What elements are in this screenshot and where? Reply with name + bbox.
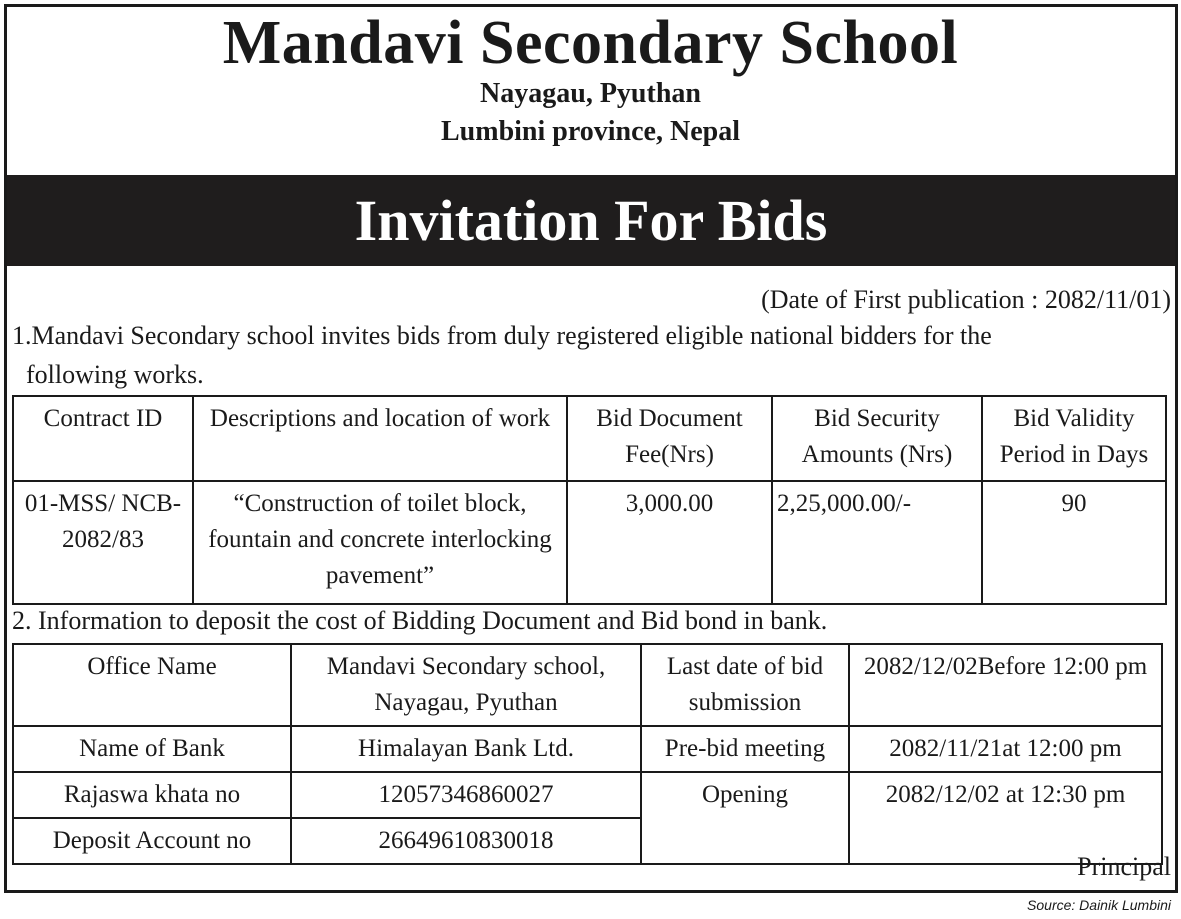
bank-value: Himalayan Bank Ltd. — [291, 726, 641, 772]
table-row — [13, 644, 1162, 726]
prebid-label: Pre-bid meeting — [641, 726, 849, 772]
address-line-1: Nayagau, Pyuthan — [480, 78, 701, 109]
office-value: Mandavi Secondary school, Nayagau, Pyuthan — [291, 644, 641, 726]
fee: 3,000.00 — [567, 481, 772, 604]
address-line-2: Lumbini province, Nepal — [441, 116, 740, 147]
rajaswa-value: 12057346860027 — [291, 772, 641, 818]
works-table — [12, 395, 1167, 605]
section1-line2: following works. — [26, 360, 204, 389]
opening-label: Opening — [641, 772, 849, 864]
table-header-row — [13, 396, 1166, 481]
table-row — [13, 772, 1162, 818]
school-name: Mandavi Secondary School — [222, 9, 959, 77]
source-credit: Source: Dainik Lumbini — [1027, 897, 1171, 913]
header-validity: Bid Validity Period in Days — [982, 396, 1166, 481]
last-date-value: 2082/12/02Before 12:00 pm — [849, 644, 1162, 726]
signature-principal: Principal — [1077, 852, 1171, 881]
security: 2,25,000.00/- — [772, 481, 982, 604]
deposit-label: Deposit Account no — [13, 818, 291, 864]
table-row — [13, 726, 1162, 772]
description: “Construction of toilet block, fountain and concrete interlocking pavement” — [193, 481, 567, 604]
section1-line1: 1.Mandavi Secondary school invites bids from duly registered eligible national bidders for the — [12, 321, 992, 350]
deposit-value: 26649610830018 — [291, 818, 641, 864]
header-contract-id: Contract ID — [13, 396, 193, 481]
publication-date: (Date of First publication : 2082/11/01) — [761, 285, 1171, 314]
bank-label: Name of Bank — [13, 726, 291, 772]
invitation-banner: Invitation For Bids — [7, 175, 1175, 266]
contract-id: 01-MSS/ NCB- 2082/83 — [13, 481, 193, 604]
table-row — [13, 481, 1166, 604]
validity: 90 — [982, 481, 1166, 604]
bank-table — [12, 643, 1163, 865]
opening-value: 2082/12/02 at 12:30 pm — [849, 772, 1162, 864]
rajaswa-label: Rajaswa khata no — [13, 772, 291, 818]
last-date-label: Last date of bid submission — [641, 644, 849, 726]
section2-text: 2. Information to deposit the cost of Bidding Document and Bid bond in bank. — [12, 606, 828, 635]
header-fee: Bid Document Fee(Nrs) — [567, 396, 772, 481]
office-label: Office Name — [13, 644, 291, 726]
prebid-value: 2082/11/21at 12:00 pm — [849, 726, 1162, 772]
header-description: Descriptions and location of work — [193, 396, 567, 481]
header-security: Bid Security Amounts (Nrs) — [772, 396, 982, 481]
